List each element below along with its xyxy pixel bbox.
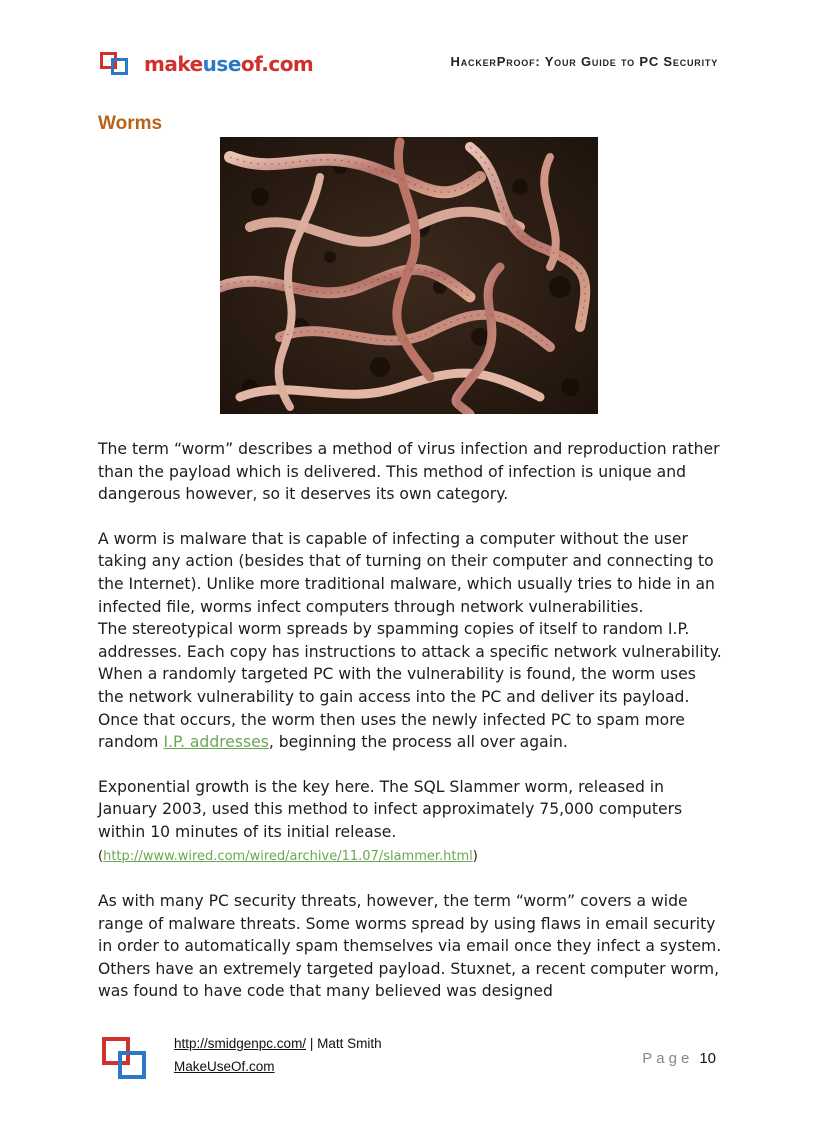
paragraph-intro: The term “worm” describes a method of virus infection and reproduction rather than the payload which is delivered. This method of infection is unique and dangerous however, so it deserves its own category. [98, 440, 720, 504]
worms-photo [220, 137, 598, 414]
section-title: Worms [98, 113, 163, 134]
makeuseof-link[interactable]: MakeUseOf.com [174, 1059, 275, 1074]
document-title: HackerProof: Your Guide to PC Security [450, 54, 718, 69]
footer-links [174, 1036, 382, 1074]
paragraph-text: , beginning the process all over again. [268, 733, 568, 752]
source-citation [98, 849, 478, 864]
page-number [642, 1050, 716, 1067]
logo-squares-icon [98, 49, 138, 79]
paragraph-slammer [98, 776, 724, 868]
worms-photo-illustration [220, 137, 598, 414]
paren-close: ) [472, 848, 478, 864]
page-number-value: 10 [699, 1050, 716, 1067]
wired-article-link[interactable]: http://www.wired.com/wired/archive/11.07/slammer.html [103, 848, 473, 864]
author-site-link[interactable]: http://smidgenpc.com/ [174, 1036, 307, 1051]
logo-wordmark: makeuseof.com [144, 52, 314, 76]
footer-logo-icon [98, 1035, 154, 1081]
paren-open: ( [98, 848, 104, 864]
article-body [98, 438, 724, 1025]
makeuseof-logo[interactable] [98, 49, 313, 79]
paragraph-worm-definition [98, 528, 724, 754]
paragraph-text: Exponential growth is the key here. The SQL Slammer worm, released in January 2003, used this method to infect approximately 75,000 computers within 10 minutes of its initial release. [98, 777, 683, 841]
author-name: | Matt Smith [306, 1036, 382, 1051]
paragraph-text: A worm is malware that is capable of infecting a computer without the user taking any action (besides that of turning on their computer and connecting to the Internet). Unlike more traditional malware, which usually tries to hide in an infected file, worms infect computers through network vulnerabilities. [98, 529, 715, 616]
page-header [98, 44, 718, 84]
page-label: Page [642, 1050, 694, 1067]
paragraph-worm-types: As with many PC security threats, however, the term “worm” covers a wide range of malware threats. Some worms spread by using flaws in email security in order to automatically spam themselves via email once they infect a system. Others have an extremely targeted payload. Stuxnet, a recent computer worm, was found to have code that many believed was designed [98, 892, 722, 1001]
page-footer [98, 1030, 718, 1090]
paragraph-text: The stereotypical worm spreads by spamming copies of itself to random I.P. addresses. Each copy has instructions to attack a specific network vulnerability. When a randomly targeted PC with the vulnerability is found, the worm uses the network vulnerability to gain access into the PC and deliver its payload. Once that occurs, the worm then uses the newly infected PC to spam more random [98, 620, 722, 752]
ip-addresses-link[interactable]: I.P. addresses [163, 733, 269, 752]
